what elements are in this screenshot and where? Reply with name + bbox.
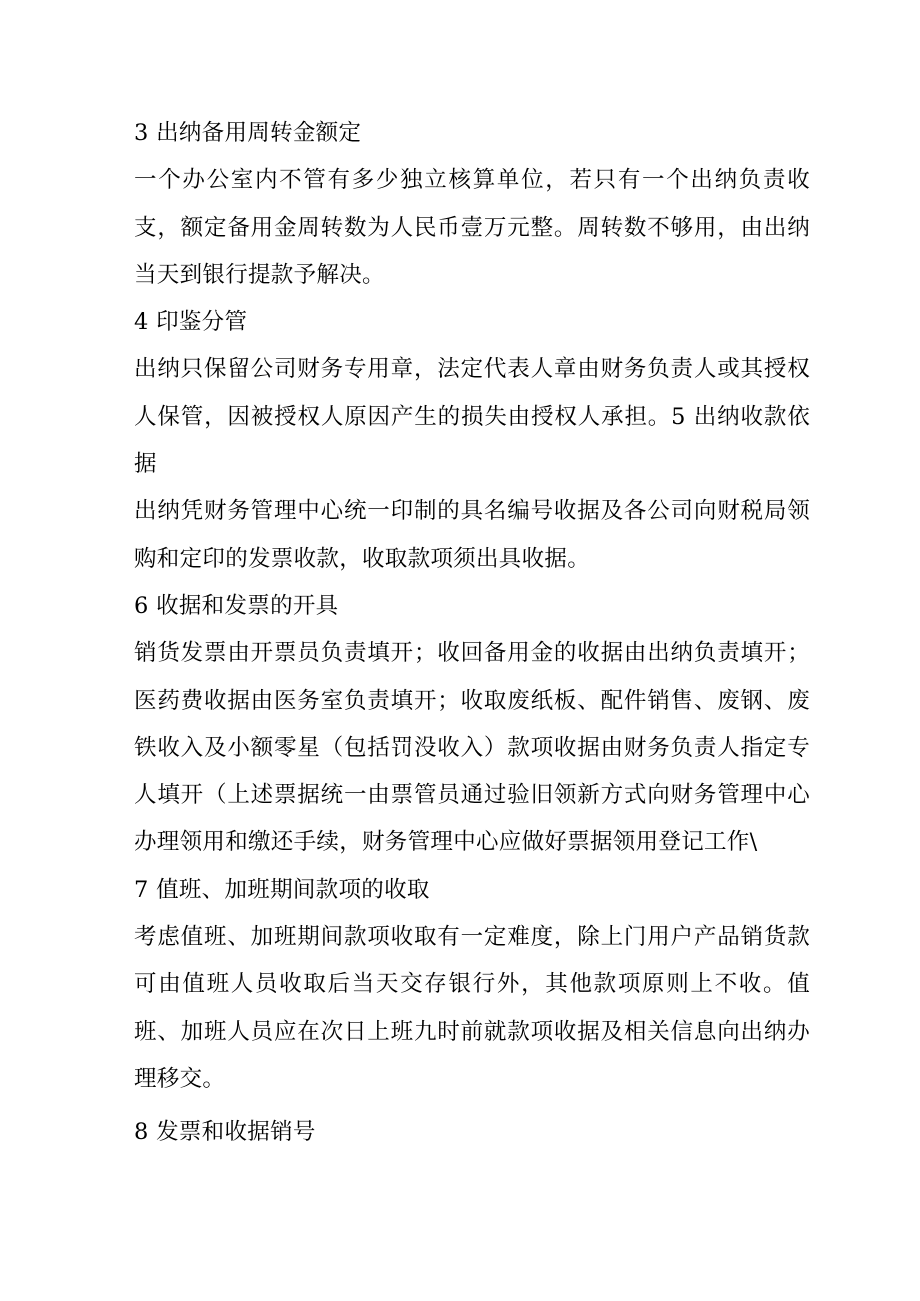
section-paragraph-3: 一个办公室内不管有多少独立核算单位，若只有一个出纳负责收支，额定备用金周转数为人民币壹万元整。周转数不够用，由出纳当天到银行提款予解决。 xyxy=(134,167,810,288)
section-heading-8: 8 发票和收据销号 xyxy=(134,1119,316,1146)
section-paragraph-5: 出纳凭财务管理中心统一印制的具名编号收据及各公司向财税局领购和定印的发票收款，收取款项须出具收据。 xyxy=(134,498,810,572)
section-heading-6: 6 收据和发票的开具 xyxy=(134,592,339,619)
section-paragraph-6: 销货发票由开票员负责填开；收回备用金的收据由出纳负责填开；医药费收据由医务室负责填开；收取废纸板、配件销售、废钢、废铁收入及小额零星（包括罚没收入）款项收据由财务负责人指定专人填开（上述票据统一由票管员通过验旧领新方式向财务管理中心办理领用和缴还手续，财务管理中心应做好票据领用登记工作\ xyxy=(134,640,810,856)
section-paragraph-7: 考虑值班、加班期间款项收取有一定难度，除上门用户产品销货款可由值班人员收取后当天交存银行外，其他款项原则上不收。值班、加班人员应在次日上班九时前就款项收据及相关信息向出纳办理移交。 xyxy=(134,924,810,1092)
document-body xyxy=(134,110,810,1157)
section-heading-4: 4 印鉴分管 xyxy=(134,309,248,336)
section-paragraph-4: 出纳只保留公司财务专用章，法定代表人章由财务负责人或其授权人保管，因被授权人原因产生的损失由授权人承担。5 出纳收款依据 xyxy=(134,356,810,478)
section-heading-7: 7 值班、加班期间款项的收取 xyxy=(134,876,430,903)
section-heading-3: 3 出纳备用周转金额定 xyxy=(134,120,362,146)
